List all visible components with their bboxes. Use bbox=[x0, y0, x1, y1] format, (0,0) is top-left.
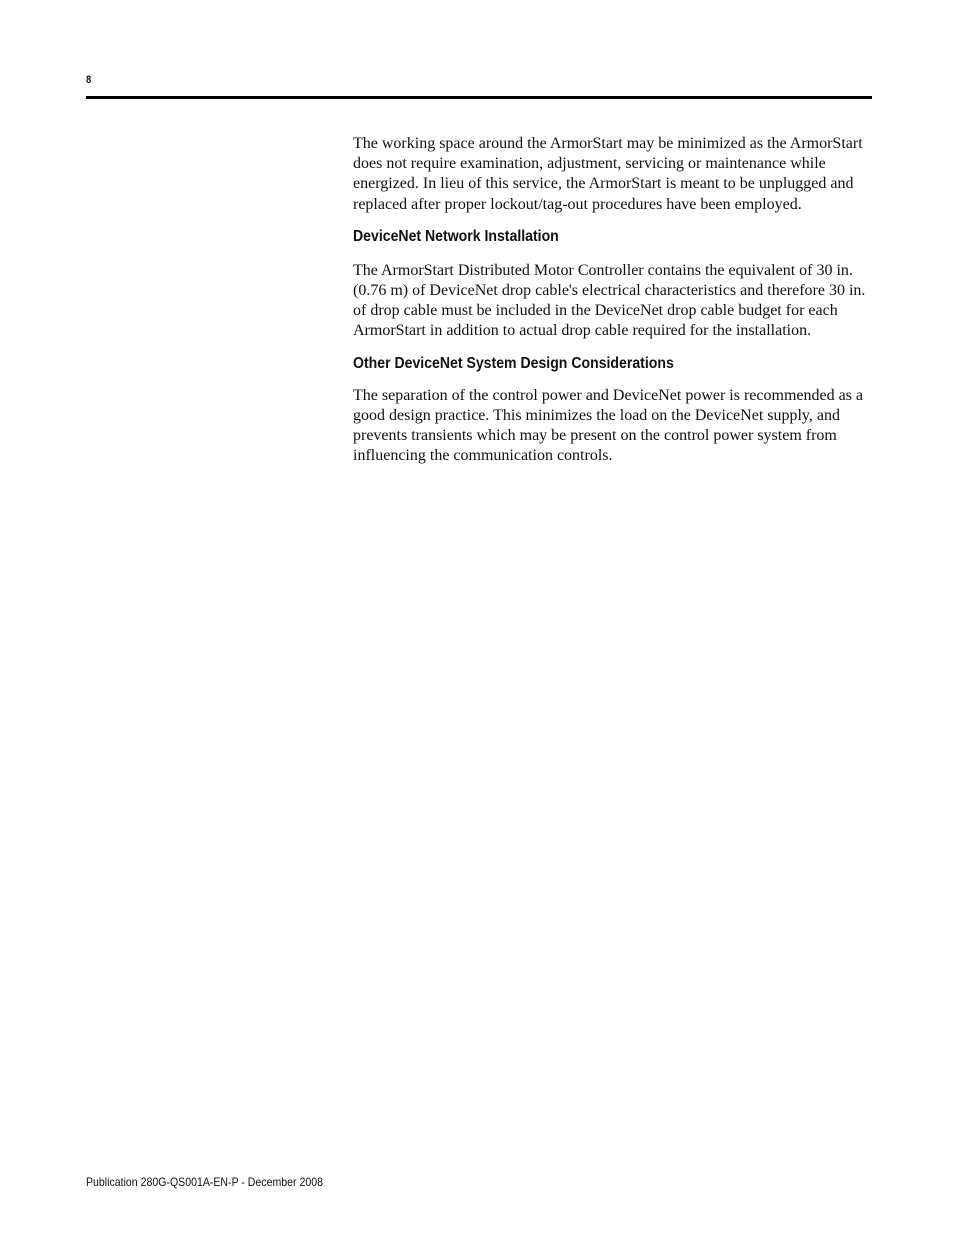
publication-footer: Publication 280G-QS001A-EN-P - December 2008 bbox=[86, 1175, 323, 1189]
page-number: 8 bbox=[86, 74, 92, 86]
section-heading-design-considerations: Other DeviceNet System Design Considerations bbox=[353, 354, 674, 372]
section-heading-devicenet-installation: DeviceNet Network Installation bbox=[353, 227, 559, 245]
section-body-devicenet-installation: The ArmorStart Distributed Motor Controller contains the equivalent of 30 in. (0.76 m) of DeviceNet drop cable's electrical characteristics and therefore 30 in. of drop cable must be included in the DeviceNet drop cable budget for each ArmorStart in addition to actual drop cable required for the installation. bbox=[353, 261, 866, 340]
main-content bbox=[353, 134, 873, 466]
header-rule bbox=[86, 96, 872, 99]
intro-paragraph: The working space around the ArmorStart may be minimized as the ArmorStart does not require examination, adjustment, servicing or maintenance while energized. In lieu of this service, the ArmorStart is meant to be unplugged and replaced after proper lockout/tag-out procedures have been employed. bbox=[353, 135, 863, 213]
section-body-design-considerations: The separation of the control power and DeviceNet power is recommended as a good design practice. This minimizes the load on the DeviceNet supply, and prevents transients which may be present on the control power system from influencing the communication controls. bbox=[353, 386, 864, 465]
